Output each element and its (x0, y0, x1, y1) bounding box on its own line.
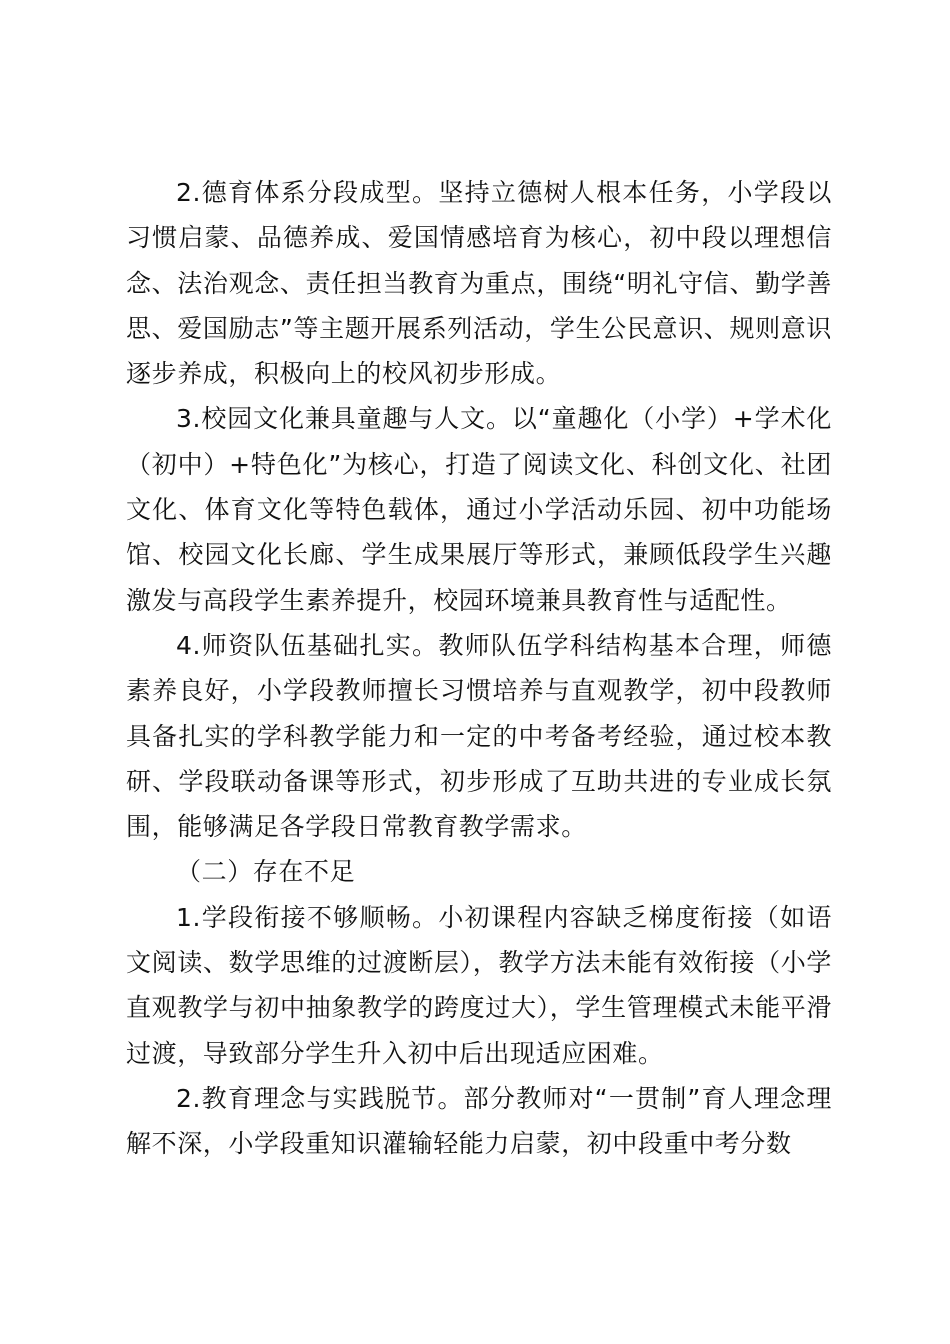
paragraph-campus-culture: 3.校园文化兼具童趣与人文。以“童趣化（小学）+学术化（初中）+特色化”为核心，打造了阅读文化、科创文化、社团文化、体育文化等特色载体，通过小学活动乐园、初中功能场馆、校园文化长廊、学生成果展厅等形式，兼顾低段学生兴趣激发与高段学生素养提升，校园环境兼具教育性与适配性。 (126, 404, 832, 615)
paragraph-concept-practice-gap: 2.教育理念与实践脱节。部分教师对“一贯制”育人理念理解不深，小学段重知识灌输轻能力启蒙，初中段重中考分数 (126, 1083, 832, 1159)
paragraph-teaching-staff: 4.师资队伍基础扎实。教师队伍学科结构基本合理，师德素养良好，小学段教师擅长习惯培养与直观教学，初中段教师具备扎实的学科教学能力和一定的中考备考经验，通过校本教研、学段联动备课等形式，初步形成了互助共进的专业成长氛围，能够满足各学段日常教育教学需求。 (126, 630, 832, 842)
document-body (126, 170, 832, 1167)
paragraph-moral-education: 2.德育体系分段成型。坚持立德树人根本任务，小学段以习惯启蒙、品德养成、爱国情感培育为核心，初中段以理想信念、法治观念、责任担当教育为重点，围绕“明礼守信、勤学善思、爱国励志”等主题开展系列活动，学生公民意识、规则意识逐步养成，积极向上的校风初步形成。 (126, 178, 832, 389)
section-heading-shortcomings: （二）存在不足 (176, 857, 356, 887)
paragraph-stage-transition: 1.学段衔接不够顺畅。小初课程内容缺乏梯度衔接（如语文阅读、数学思维的过渡断层），教学方法未能有效衔接（小学直观教学与初中抽象教学的跨度过大），学生管理模式未能平滑过渡，导致部分学生升入初中后出现适应困难。 (126, 902, 832, 1068)
